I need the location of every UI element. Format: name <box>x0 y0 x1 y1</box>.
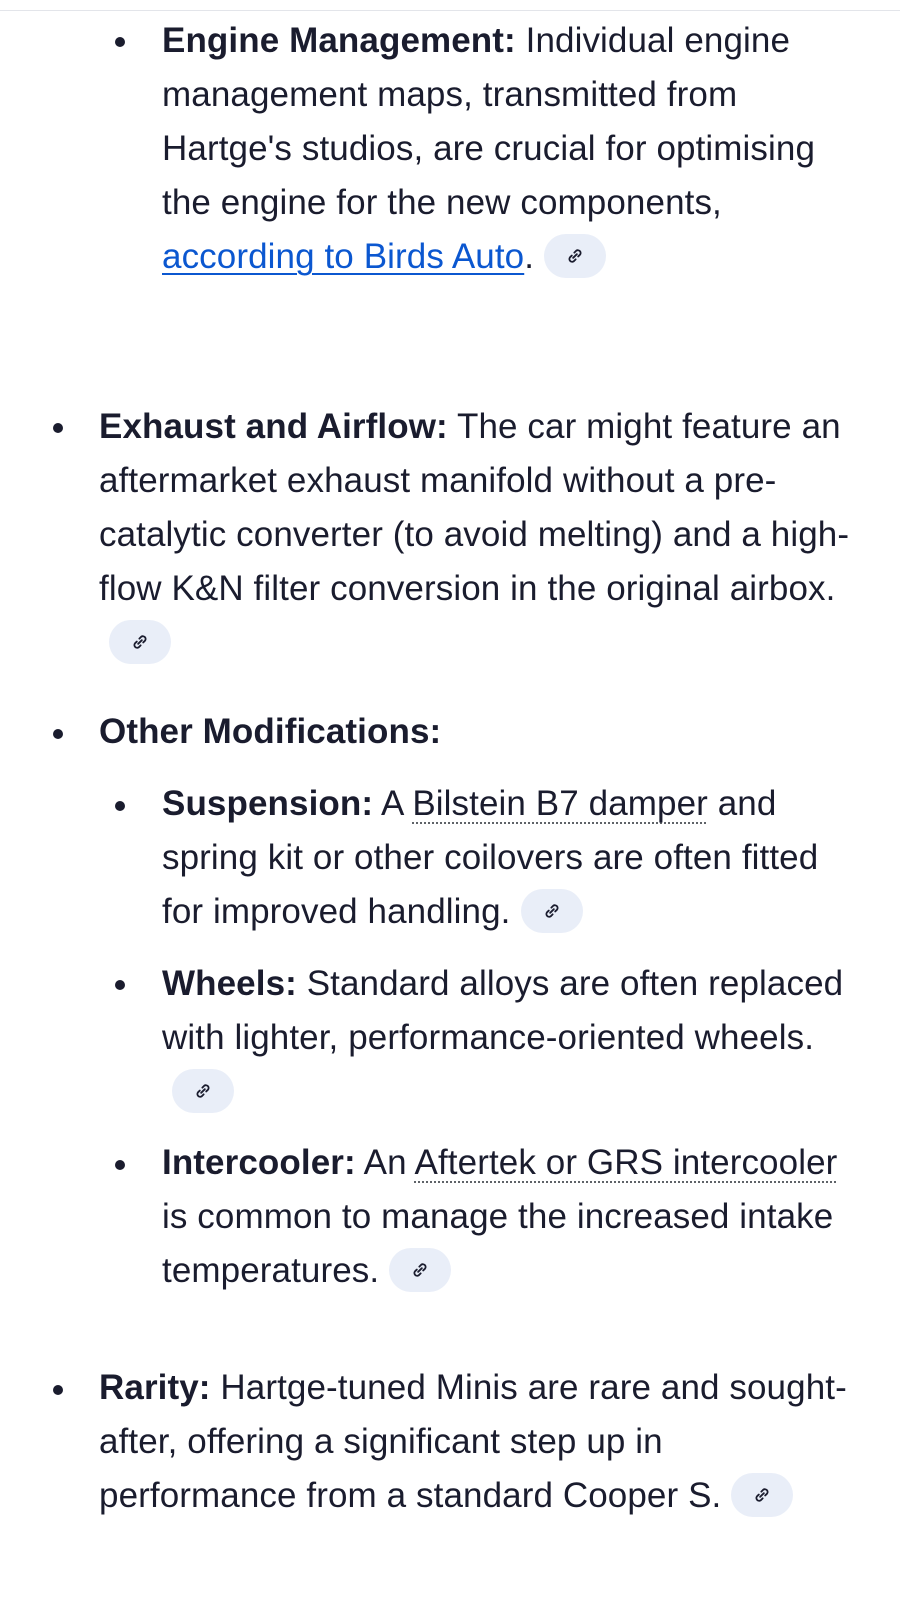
item-text: An <box>355 1143 415 1182</box>
item-text: The car might feature an aftermarket exhaust manifold without a pre-catalytic converter (to avoid melting) and a high-flow K&N filter conversion in the original airbox. <box>99 407 850 608</box>
link-icon <box>541 900 563 922</box>
source-chip[interactable] <box>172 1069 234 1113</box>
item-text: Standard alloys are often replaced with lighter, performance-oriented wheels. <box>162 964 844 1057</box>
list-item-other-modifications <box>99 705 859 759</box>
item-text: Hartge-tuned Minis are rare and sought-after, offering a significant step up in performance from a standard Cooper S. <box>99 1368 847 1515</box>
item-title: Exhaust and Airflow: <box>99 407 448 446</box>
top-divider <box>0 10 900 11</box>
bullet <box>53 729 63 739</box>
list-item-suspension <box>162 777 862 939</box>
list-item-exhaust <box>99 400 859 670</box>
glossary-term-bilstein[interactable]: Bilstein B7 damper <box>412 784 708 823</box>
item-title: Other Modifications: <box>99 712 442 751</box>
list-item-engine-management <box>162 14 862 284</box>
list-item-intercooler <box>162 1136 862 1298</box>
item-title: Rarity: <box>99 1368 211 1407</box>
link-icon <box>564 245 586 267</box>
bullet <box>115 37 125 47</box>
source-chip[interactable] <box>389 1248 451 1292</box>
link-icon <box>409 1259 431 1281</box>
item-text: is common to manage the increased intake temperatures. <box>162 1197 834 1290</box>
bullet <box>115 980 125 990</box>
glossary-term-intercooler[interactable]: Aftertek or GRS intercooler <box>414 1143 838 1182</box>
list-item-rarity <box>99 1361 859 1523</box>
item-title: Suspension: <box>162 784 374 823</box>
bullet <box>53 423 63 433</box>
item-title: Wheels: <box>162 964 297 1003</box>
link-icon <box>129 631 151 653</box>
source-chip[interactable] <box>731 1473 793 1517</box>
list-item-wheels <box>162 957 862 1119</box>
source-chip[interactable] <box>109 620 171 664</box>
link-icon <box>751 1484 773 1506</box>
item-title: Intercooler: <box>162 1143 356 1182</box>
bullet <box>115 801 125 811</box>
bullet <box>115 1160 125 1170</box>
item-title: Engine Management: <box>162 21 516 60</box>
source-chip[interactable] <box>521 889 583 933</box>
link-icon <box>192 1080 214 1102</box>
item-text-end: . <box>524 237 535 276</box>
item-text: and spring kit or other coilovers are often fitted for improved handling. <box>162 784 819 931</box>
source-link-birds-auto[interactable]: according to Birds Auto <box>162 237 525 276</box>
item-text: Individual engine management maps, transmitted from Hartge's studios, are crucial for optimising the engine for the new components, <box>162 21 816 222</box>
source-chip[interactable] <box>544 234 606 278</box>
item-text: A <box>373 784 413 823</box>
bullet <box>53 1385 63 1395</box>
